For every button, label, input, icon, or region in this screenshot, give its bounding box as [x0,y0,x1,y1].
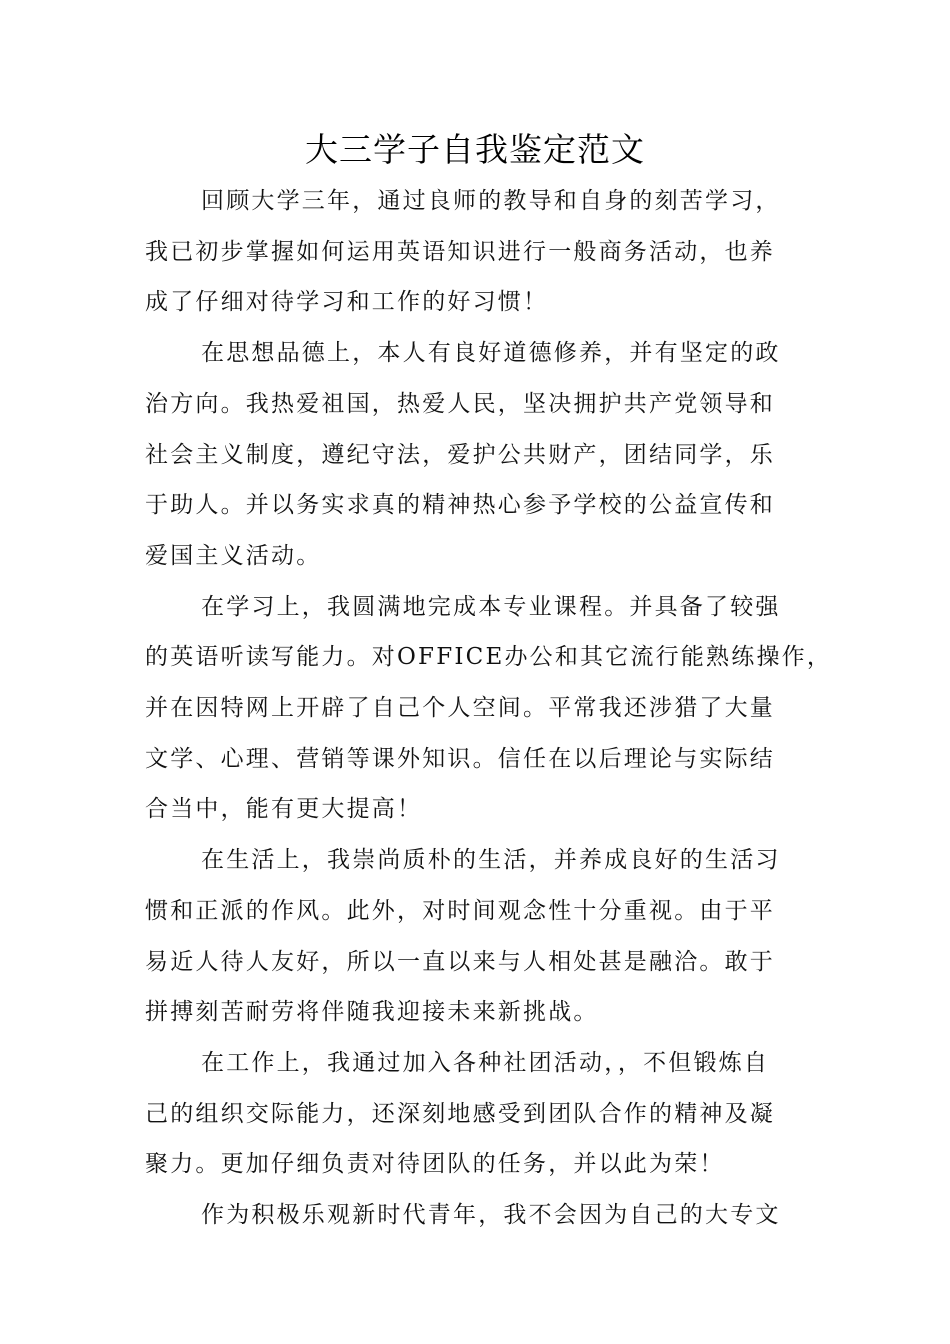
paragraph-line: 爱国主义活动。 [145,542,322,569]
paragraph-line: 社会主义制度，遵纪守法，爱护公共财产，团结同学，乐 [145,441,775,468]
paragraph-line: 并在因特网上开辟了自己个人空间。平常我还涉猎了大量 [145,695,775,722]
document-body [145,176,833,1241]
paragraph-line: 己的组织交际能力，还深刻地感受到团队合作的精神及凝 [145,1100,775,1127]
paragraph-line: 回顾大学三年，通过良师的教导和自身的刻苦学习， [201,188,781,214]
paragraph-line: 于助人。并以务实求真的精神热心参予学校的公益宣传和 [145,492,775,519]
paragraph-line: 治方向。我热爱祖国，热爱人民，坚决拥护共产党领导和 [145,390,775,417]
paragraph-line: 在学习上，我圆满地完成本专业课程。并具备了较强 [201,593,781,620]
paragraph-line: 在生活上，我崇尚质朴的生活，并养成良好的生活习 [201,847,781,874]
paragraph-line: 惯和正派的作风。此外，对时间观念性十分重视。由于平 [145,897,775,924]
paragraph-study [145,582,833,836]
document-title: 大三学子自我鉴定范文 [305,130,645,169]
paragraph-line: 合当中，能有更大提高！ [145,796,423,823]
paragraph-line: 成了仔细对待学习和工作的好习惯！ [145,289,549,316]
paragraph-line: 拼搏刻苦耐劳将伴随我迎接未来新挑战。 [145,999,599,1026]
paragraph-work [145,1038,815,1190]
paragraph-line: 的英语听读写能力。对OFFICE办公和其它流行能熟练操作， [145,644,833,671]
paragraph-line: 我已初步掌握如何运用英语知识进行一般商务活动，也养 [145,238,775,265]
paragraph-line: 易近人待人友好，所以一直以来与人相处甚是融洽。敢于 [145,948,775,975]
paragraph-life [145,835,815,1038]
paragraph-line: 聚力。更加仔细负责对待团队的任务，并以此为荣！ [145,1151,725,1178]
paragraph-line: 文学、心理、营销等课外知识。信任在以后理论与实际结 [145,745,775,772]
paragraph-line: 在思想品德上，本人有良好道德修养，并有坚定的政 [201,340,781,367]
paragraph-line: 在工作上，我通过加入各种社团活动，，不但锻炼自 [201,1049,770,1076]
paragraph-morality [145,328,815,582]
paragraph-outlook [145,1190,815,1241]
paragraph-line: 作为积极乐观新时代青年，我不会因为自己的大专文 [201,1202,781,1229]
paragraph-review [145,176,815,328]
